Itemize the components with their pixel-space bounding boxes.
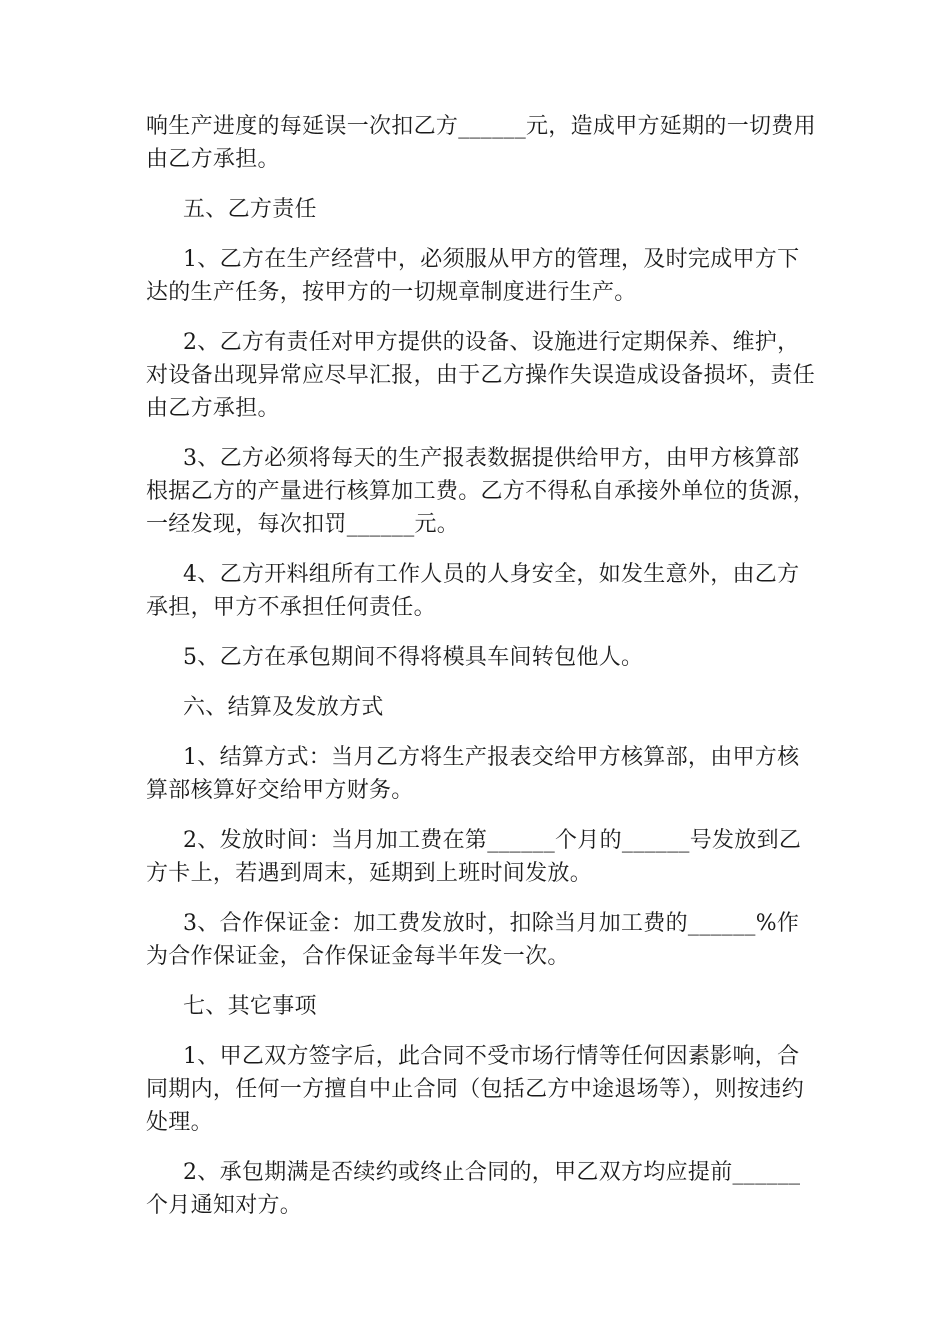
clause-5-5: 5、乙方在承包期间不得将模具车间转包他人。 xyxy=(183,645,644,670)
clause-6-3: 3、合作保证金：加工费发放时，扣除当月加工费的______%作为合作保证金，合作保证金每半年发一次。 xyxy=(146,911,800,969)
clause-5-2: 2、乙方有责任对甲方提供的设备、设施进行定期保养、维护，对设备出现异常应尽早汇报，由于乙方操作失误造成设备损坏，责任由乙方承担。 xyxy=(146,330,816,421)
clause-7-2: 2、承包期满是否续约或终止合同的，甲乙双方均应提前______个月通知对方。 xyxy=(146,1160,801,1218)
paragraph-continuation: 响生产进度的每延误一次扣乙方______元，造成甲方延期的一切费用由乙方承担。 xyxy=(146,114,816,172)
clause-7-1: 1、甲乙双方签字后，此合同不受市场行情等任何因素影响，合同期内，任何一方擅自中止合同（包括乙方中途退场等），则按违约处理。 xyxy=(146,1044,805,1135)
clause-6-2: 2、发放时间：当月加工费在第______个月的______号发放到乙方卡上，若遇到周末，延期到上班时间发放。 xyxy=(146,828,802,886)
section-heading-6: 六、结算及发放方式 xyxy=(183,695,384,720)
document-body xyxy=(146,110,818,1239)
clause-5-4: 4、乙方开料组所有工作人员的人身安全，如发生意外，由乙方承担，甲方不承担任何责任。 xyxy=(146,562,800,620)
clause-5-3: 3、乙方必须将每天的生产报表数据提供给甲方，由甲方核算部根据乙方的产量进行核算加工费。乙方不得私自承接外单位的货源，一经发现，每次扣罚______元。 xyxy=(146,446,816,537)
section-heading-5: 五、乙方责任 xyxy=(183,197,317,222)
clause-5-1: 1、乙方在生产经营中，必须服从甲方的管理，及时完成甲方下达的生产任务，按甲方的一切规章制度进行生产。 xyxy=(146,247,800,305)
section-heading-7: 七、其它事项 xyxy=(183,994,317,1019)
clause-6-1: 1、结算方式：当月乙方将生产报表交给甲方核算部，由甲方核算部核算好交给甲方财务。 xyxy=(146,745,800,803)
